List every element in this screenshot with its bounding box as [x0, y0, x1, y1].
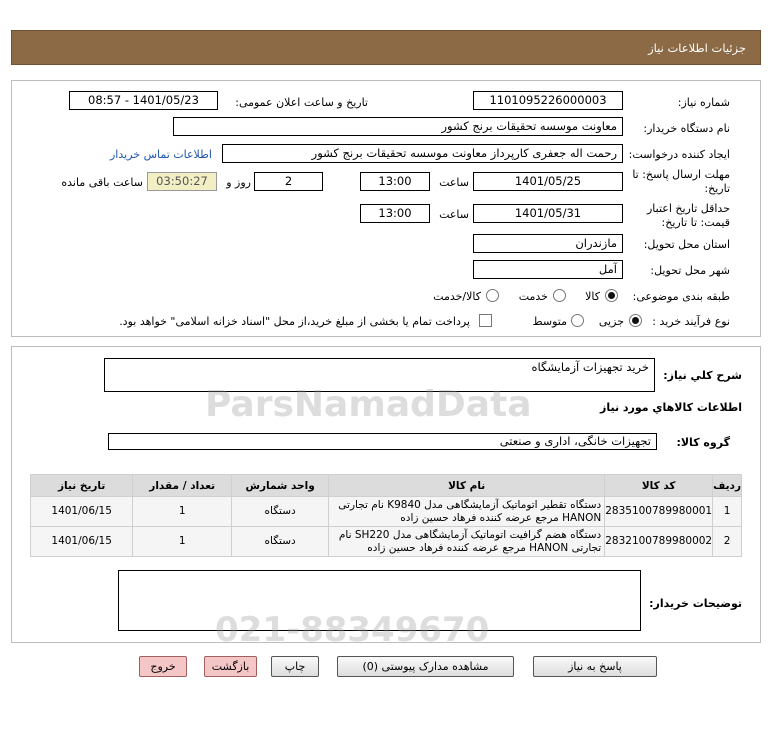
row-index: 2	[713, 527, 742, 557]
need-number-label: شماره نیاز:	[677, 96, 730, 109]
buyer-contact-link[interactable]: اطلاعات تماس خریدار	[110, 148, 212, 161]
watermark-number: 021-88349670	[215, 610, 490, 650]
page-title-bar	[11, 30, 761, 65]
buyer-notes-label: توضیحات خریدار:	[649, 597, 742, 610]
process-label: نوع فرآیند خرید :	[652, 315, 730, 328]
category-option-service: خدمت	[518, 290, 548, 303]
row-qty: 1	[133, 527, 232, 557]
price-validity-time-label: ساعت	[439, 208, 469, 221]
category-option-goods: کالا	[585, 290, 600, 303]
col-unit-header: واحد شمارش	[232, 475, 329, 497]
reply-time-field: 13:00	[360, 172, 430, 191]
process-option-medium: متوسط	[532, 315, 567, 328]
buyer-notes-field	[118, 570, 641, 631]
col-date-header: تاریخ نیاز	[31, 475, 133, 497]
announce-label: تاریخ و ساعت اعلان عمومی:	[235, 96, 368, 109]
process-radio-medium[interactable]	[571, 314, 584, 327]
remaining-label: ساعت باقی مانده	[61, 176, 143, 189]
treasury-payment-note: پرداخت تمام یا بخشی از مبلغ خرید،از محل "اسناد خزانه اسلامی" خواهد بود.	[119, 315, 470, 328]
view-documents-button[interactable]: مشاهده مدارک پیوستی (0)	[337, 656, 514, 677]
province-field: مازندران	[473, 234, 623, 253]
goods-group-field: تجهیزات خانگی، اداری و صنعتی	[108, 433, 657, 450]
price-validity-time-field: 13:00	[360, 204, 430, 223]
goods-table	[30, 474, 742, 557]
category-radio-goods[interactable]	[605, 289, 618, 302]
row-unit: دستگاه	[232, 497, 329, 527]
buyer-org-label: نام دستگاه خریدار:	[643, 122, 730, 135]
reply-button[interactable]: پاسخ به نیاز	[533, 656, 657, 677]
table-header-row	[31, 475, 742, 497]
remaining-time-field: 03:50:27	[147, 172, 217, 191]
reply-days-field: 2	[254, 172, 323, 191]
price-validity-label-2: قیمت: تا تاریخ:	[661, 216, 730, 229]
category-label: طبقه بندی موضوعی:	[632, 290, 730, 303]
summary-field: خرید تجهیزات آزمایشگاه	[104, 358, 655, 392]
row-qty: 1	[133, 497, 232, 527]
page-title: جزئیات اطلاعات نیاز	[648, 41, 746, 55]
treasury-payment-checkbox[interactable]	[479, 314, 492, 327]
announce-field: 1401/05/23 - 08:57	[69, 91, 218, 110]
col-name-header: نام کالا	[329, 475, 605, 497]
price-validity-label-1: حداقل تاریخ اعتبار	[646, 202, 730, 215]
back-button[interactable]: بازگشت	[204, 656, 257, 677]
row-code: 2832100789980002	[605, 527, 713, 557]
requester-label: ایجاد کننده درخواست:	[628, 148, 730, 161]
col-qty-header: تعداد / مقدار	[133, 475, 232, 497]
province-label: استان محل تحویل:	[643, 238, 730, 251]
watermark-brand: ParsNamadData	[205, 384, 532, 425]
row-code: 2835100789980001	[605, 497, 713, 527]
table-row	[31, 527, 742, 557]
col-code-header: کد کالا	[605, 475, 713, 497]
reply-deadline-label-2: تاریخ:	[704, 182, 730, 195]
goods-group-label: گروه کالا:	[676, 436, 730, 449]
process-option-minor: جزیی	[598, 315, 624, 328]
row-date: 1401/06/15	[31, 497, 133, 527]
table-row	[31, 497, 742, 527]
reply-deadline-label-1: مهلت ارسال پاسخ: تا	[632, 168, 730, 181]
reply-time-label: ساعت	[439, 176, 469, 189]
buyer-org-field: معاونت موسسه تحقیقات برنج کشور	[173, 117, 623, 136]
reply-date-field: 1401/05/25	[473, 172, 623, 191]
print-button[interactable]: چاپ	[271, 656, 319, 677]
row-name: دستگاه تقطیر اتوماتیک آزمایشگاهی مدل K9840 نام تجارتی HANON مرجع عرضه کننده فرهاد حسین زاده	[329, 497, 605, 527]
category-radio-goods-service[interactable]	[486, 289, 499, 302]
days-label: روز و	[226, 176, 251, 189]
process-radio-minor[interactable]	[629, 314, 642, 327]
requester-field: رحمت اله جعفری کارپرداز معاونت موسسه تحقیقات برنج کشور	[222, 144, 623, 163]
goods-section-title: اطلاعات کالاهاي مورد نياز	[600, 401, 742, 414]
row-date: 1401/06/15	[31, 527, 133, 557]
category-radio-service[interactable]	[553, 289, 566, 302]
price-validity-date-field: 1401/05/31	[473, 204, 623, 223]
row-unit: دستگاه	[232, 527, 329, 557]
exit-button[interactable]: خروج	[139, 656, 187, 677]
summary-label: شرح کلي نياز:	[663, 369, 742, 382]
col-index-header: ردیف	[713, 475, 742, 497]
category-option-goods-service: کالا/خدمت	[433, 290, 481, 303]
row-index: 1	[713, 497, 742, 527]
city-field: آمل	[473, 260, 623, 279]
row-name: دستگاه هضم گرافیت اتوماتیک آزمایشگاهی مدل SH220 نام تجارتی HANON مرجع عرضه کننده فرهاد حسین زاده	[329, 527, 605, 557]
city-label: شهر محل تحویل:	[650, 264, 730, 277]
need-number-field: 1101095226000003	[473, 91, 623, 110]
